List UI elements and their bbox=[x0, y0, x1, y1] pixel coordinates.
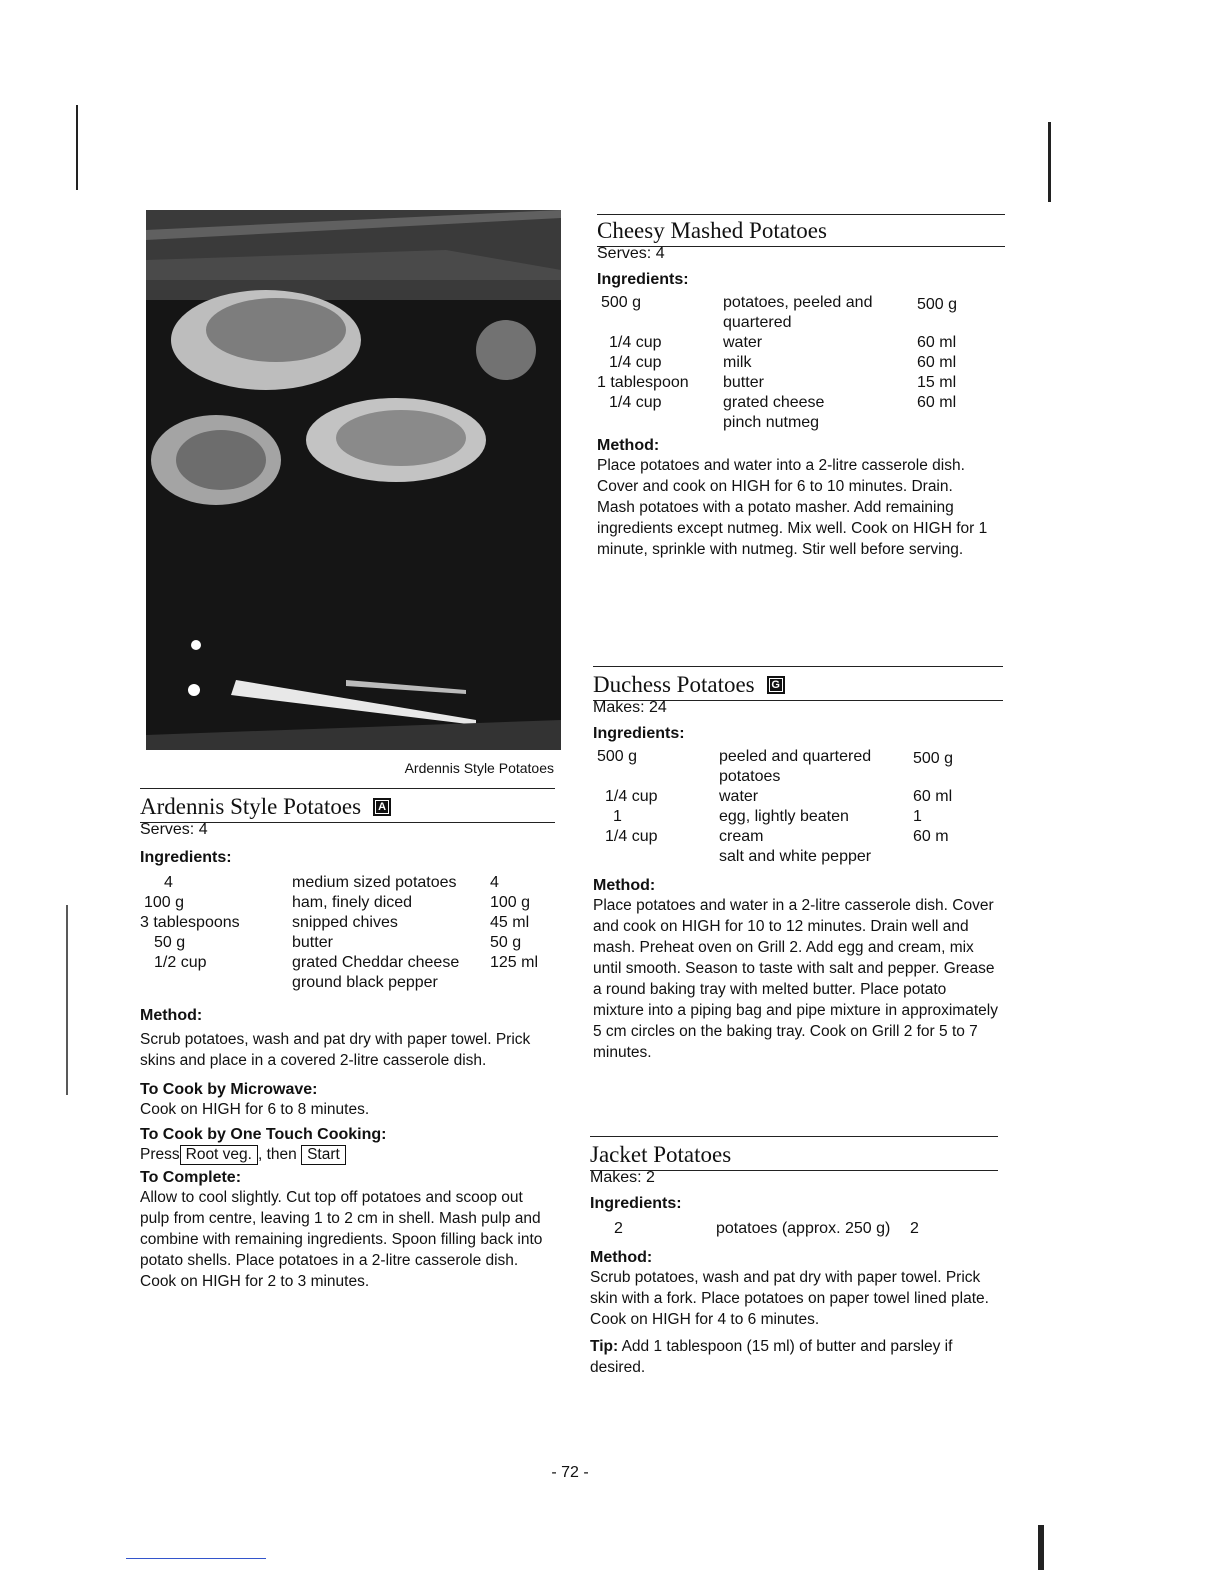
recipe-title bbox=[597, 218, 1005, 244]
badge-g-icon: G bbox=[767, 676, 785, 694]
serves-text: Serves: 4 bbox=[597, 245, 665, 262]
start-key: Start bbox=[301, 1145, 346, 1165]
tip-text bbox=[590, 1336, 990, 1378]
title-rule-top bbox=[140, 788, 555, 789]
method-label: Method: bbox=[597, 437, 660, 454]
scan-mark-left-top bbox=[76, 105, 78, 190]
tip-body: Add 1 tablespoon (15 ml) of butter and parsley if desired. bbox=[590, 1338, 953, 1376]
ingredient-row: 500 g potatoes, peeled and quartered 500 g bbox=[601, 294, 958, 331]
title-rule-top bbox=[597, 214, 1005, 215]
method-label: Method: bbox=[593, 877, 656, 894]
ingredients-table bbox=[593, 747, 953, 867]
microwave-text: Cook on HIGH for 6 to 8 minutes. bbox=[140, 1101, 370, 1118]
badge-a-icon: A bbox=[373, 798, 391, 816]
photo-caption: Ardennis Style Potatoes bbox=[404, 760, 554, 776]
ingredient-row: 50 g butter 50 g bbox=[154, 934, 522, 951]
recipe-duchess bbox=[593, 666, 1003, 1063]
ingredients-label: Ingredients: bbox=[590, 1195, 682, 1212]
ingredient-row: 1/2 cup grated Cheddar cheese 125 ml bbox=[154, 954, 539, 971]
recipe-title bbox=[140, 794, 555, 820]
ingredient-row: 500 g peeled and quartered potatoes 500 g bbox=[597, 748, 954, 785]
onetouch-label: To Cook by One Touch Cooking: bbox=[140, 1126, 387, 1143]
scan-mark-left-mid bbox=[66, 905, 68, 1095]
complete-text: Allow to cool slightly. Cut top off potatoes and scoop out pulp from centre, leaving 1 to 2 cm in shell. Mash pulp and combine with remaining ingredients. Spoon filling back into potato shells. Place potatoes in a 2-litre casserole dish. Cook on HIGH for 2 to 3 minutes. bbox=[140, 1189, 543, 1290]
scan-mark-right-top bbox=[1048, 122, 1051, 202]
title-rule-top bbox=[593, 666, 1003, 667]
ingredient-row: 1/4 cup cream 60 m bbox=[605, 828, 949, 845]
scan-mark-bottom-line bbox=[126, 1558, 266, 1559]
page-number: - 72 - bbox=[551, 1464, 589, 1481]
method-label: Method: bbox=[590, 1249, 653, 1266]
method-text: Scrub potatoes, wash and pat dry with paper towel. Prick skins and place in a covered 2-litre casserole dish. bbox=[140, 1031, 531, 1069]
recipe-title bbox=[590, 1142, 998, 1168]
recipe-title-text: Jacket Potatoes bbox=[590, 1142, 732, 1167]
ingredient-row: salt and white pepper bbox=[719, 848, 872, 865]
recipe-title-text: Ardennis Style Potatoes bbox=[140, 794, 362, 819]
makes-text: Makes: 24 bbox=[593, 699, 667, 716]
recipe-cheesy bbox=[597, 214, 1005, 560]
onetouch-press: Press bbox=[140, 1146, 180, 1163]
ingredients-table bbox=[590, 1219, 919, 1239]
onetouch-text bbox=[140, 1144, 555, 1165]
complete-label: To Complete: bbox=[140, 1169, 242, 1186]
ingredient-row: 2 potatoes (approx. 250 g) 2 bbox=[614, 1220, 919, 1237]
method-label: Method: bbox=[140, 1007, 203, 1024]
ingredient-row: 1/4 cup water 60 ml bbox=[609, 334, 957, 351]
title-rule-top bbox=[590, 1136, 998, 1137]
ingredients-label: Ingredients: bbox=[593, 725, 685, 742]
ingredients-label: Ingredients: bbox=[140, 849, 232, 866]
tip-label: Tip: bbox=[590, 1338, 619, 1355]
potato-photo-image bbox=[146, 210, 561, 750]
ingredient-row: 1/4 cup milk 60 ml bbox=[609, 354, 957, 371]
ingredients-table bbox=[597, 293, 957, 433]
ingredients-table bbox=[140, 873, 538, 993]
ingredients-label: Ingredients: bbox=[597, 271, 689, 288]
recipe-jacket bbox=[590, 1136, 998, 1378]
ingredient-row: 4 medium sized potatoes 4 bbox=[164, 874, 499, 891]
ingredient-row: 1 tablespoon butter 15 ml bbox=[597, 374, 957, 391]
scan-mark-right-bottom bbox=[1038, 1525, 1044, 1570]
ingredient-row: 1/4 cup grated cheese 60 ml bbox=[609, 394, 957, 411]
serves-text: Serves: 4 bbox=[140, 821, 208, 838]
recipe-title bbox=[593, 672, 1003, 698]
ingredient-row: pinch nutmeg bbox=[723, 414, 820, 431]
makes-text: Makes: 2 bbox=[590, 1169, 655, 1186]
recipe-ardennis bbox=[140, 788, 555, 1292]
recipe-title-text: Cheesy Mashed Potatoes bbox=[597, 218, 827, 243]
method-text: Place potatoes and water in a 2-litre casserole dish. Cover and cook on HIGH for 10 to 12 minutes. Drain well and mash. Preheat oven on Grill 2. Add egg and cream, mix until smooth. Season to taste with salt and pepper. Grease a round baking tray with melted butter. Place potato mixture into a piping bag and pipe mixture in approximately 5 cm circles on the baking tray. Cook on Grill 2 for 5 to 7 minutes. bbox=[593, 897, 998, 1061]
ingredient-row: ground black pepper bbox=[292, 974, 438, 991]
ingredient-row: 1/4 cup water 60 ml bbox=[605, 788, 953, 805]
ingredient-row: 3 tablespoons snipped chives 45 ml bbox=[140, 914, 530, 931]
photo-ardennis-potatoes bbox=[146, 210, 561, 750]
method-text: Scrub potatoes, wash and pat dry with paper towel. Prick skin with a fork. Place potatoes on paper towel lined plate. Cook on HIGH for 4 to 6 minutes. bbox=[590, 1269, 989, 1328]
onetouch-then: , then bbox=[257, 1146, 297, 1163]
method-text-1: Place potatoes and water into a 2-litre casserole dish. Cover and cook on HIGH for 6 to 10 minutes. Drain. bbox=[597, 457, 965, 495]
root-veg-key: Root veg. bbox=[180, 1145, 258, 1165]
microwave-label: To Cook by Microwave: bbox=[140, 1081, 318, 1098]
method-text-2: Mash potatoes with a potato masher. Add remaining ingredients except nutmeg. Mix well. Cook on HIGH for 1 minute, sprinkle with nutmeg. Stir well before serving. bbox=[597, 499, 988, 558]
ingredient-row: 100 g ham, finely diced 100 g bbox=[144, 894, 531, 911]
recipe-title-text: Duchess Potatoes bbox=[593, 672, 755, 697]
ingredient-row: 1 egg, lightly beaten 1 bbox=[613, 808, 922, 825]
